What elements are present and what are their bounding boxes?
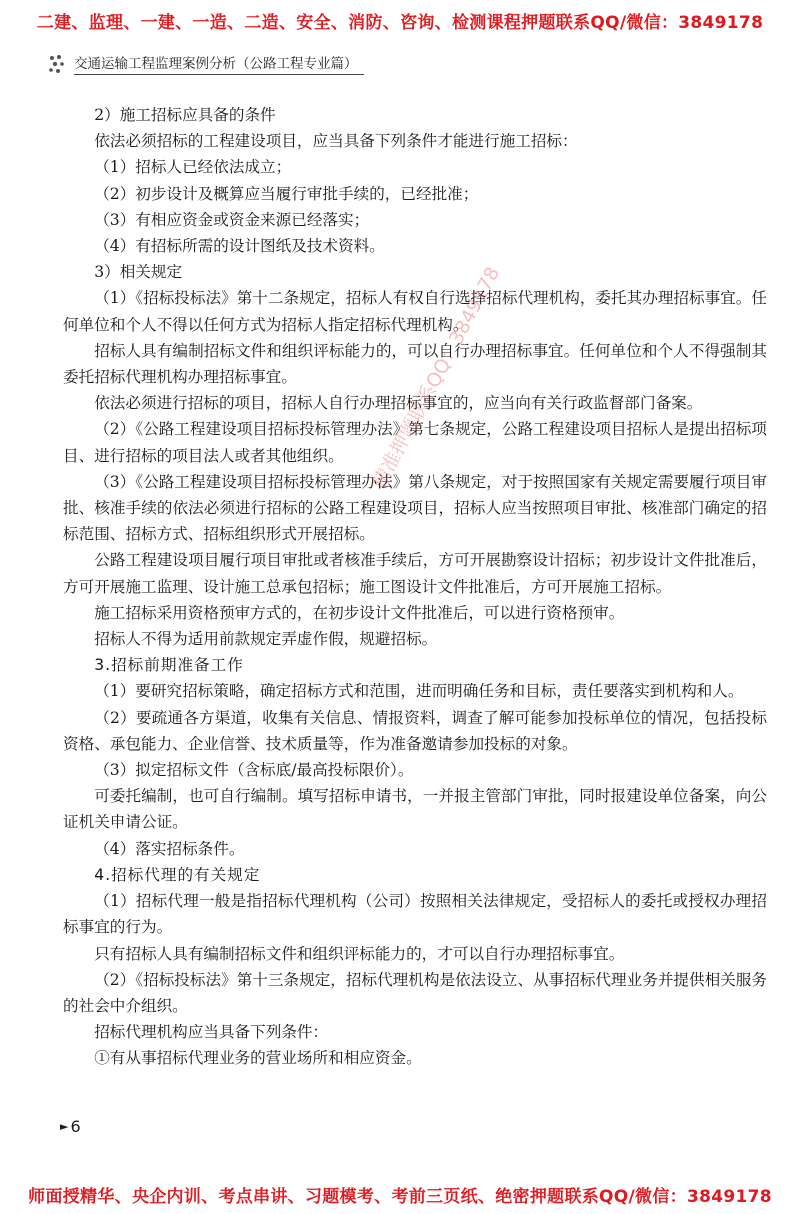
paragraph: （2）《招标投标法》第十三条规定，招标代理机构是依法设立、从事招标代理业务并提供相关服务的社会中介组织。 — [63, 970, 767, 1015]
bottom-banner: 师面授精华、央企内训、考点串讲、习题模考、考前三页纸、绝密押题联系QQ/微信：3849178 — [28, 1187, 772, 1207]
paragraph: 依法必须进行招标的项目，招标人自行办理招标事宜的，应当向有关行政监督部门备案。 — [94, 394, 703, 413]
section-heading: 3.招标前期准备工作 — [94, 656, 244, 675]
page-number-value: 6 — [70, 1117, 81, 1136]
paragraph: 可委托编制，也可自行编制。填写招标申请书，一并报主管部门审批，同时报建设单位备案，向公证机关申请公证。 — [63, 787, 767, 832]
paragraph: （1）《招标投标法》第十二条规定，招标人有权自行选择招标代理机构，委托其办理招标事宜。任何单位和个人不得以任何方式为招标人指定招标代理机构。 — [63, 289, 767, 334]
body-text — [63, 102, 767, 1072]
paragraph: 招标人不得为适用前款规定弄虚作假，规避招标。 — [94, 630, 438, 649]
page-marker-icon: ► — [60, 1120, 69, 1133]
running-header — [46, 52, 364, 75]
paragraph: 公路工程建设项目履行项目审批或者核准手续后，方可开展勘察设计招标；初步设计文件批准后，方可开展施工监理、设计施工总承包招标；施工图设计文件批准后，方可开展施工招标。 — [63, 551, 767, 596]
publisher-logo-icon — [46, 53, 70, 75]
paragraph: （4）落实招标条件。 — [94, 839, 245, 858]
paragraph: （3）有相应资金或资金来源已经落实； — [94, 210, 370, 229]
paragraph: （2）要疏通各方渠道，收集有关信息、情报资料，调查了解可能参加投标单位的情况，包括投标资格、承包能力、企业信誉、技术质量等，作为准备邀请参加投标的对象。 — [63, 708, 767, 753]
paragraph: （1）要研究招标策略，确定招标方式和范围，进而明确任务和目标，责任要落实到机构和人。 — [94, 682, 744, 701]
top-banner: 二建、监理、一建、一造、二造、安全、消防、咨询、检测课程押题联系QQ/微信：3849178 — [36, 13, 764, 33]
section-heading: 4.招标代理的有关规定 — [94, 865, 261, 884]
paragraph: （3）拟定招标文件（含标底/最高投标限价）。 — [94, 761, 414, 780]
paragraph: 招标代理机构应当具备下列条件： — [94, 1023, 329, 1042]
paragraph: 招标人具有编制招标文件和组织评标能力的，可以自行办理招标事宜。任何单位和个人不得强制其委托招标代理机构办理招标事宜。 — [63, 341, 767, 387]
paragraph: （1）招标代理一般是指招标代理机构（公司）按照相关法律规定，受招标人的委托或授权办理招标事宜的行为。 — [63, 892, 767, 937]
paragraph: 依法必须招标的工程建设项目，应当具备下列条件才能进行施工招标： — [94, 132, 578, 151]
paragraph: 3）相关规定 — [94, 263, 183, 282]
paragraph: 只有招标人具有编制招标文件和组织评标能力的，才可以自行办理招标事宜。 — [94, 944, 625, 963]
header-title: 交通运输工程监理案例分析（公路工程专业篇） — [74, 52, 364, 75]
paragraph: 2）施工招标应具备的条件 — [94, 106, 276, 124]
paragraph: （2）《公路工程建设项目招标投标管理办法》第七条规定，公路工程建设项目招标人是提出招标项目、进行招标的项目法人或者其他组织。 — [63, 420, 767, 465]
paragraph: 施工招标采用资格预审方式的，在初步设计文件批准后，可以进行资格预审。 — [94, 603, 625, 622]
paragraph: （3）《公路工程建设项目招标投标管理办法》第八条规定，对于按照国家有关规定需要履行项目审批、核准手续的依法必须进行招标的公路工程建设项目，招标人应当按照项目审批、核准部门确定的招标范围、招标方式、招标组织形式开展招标。 — [63, 472, 767, 544]
paragraph: （4）有招标所需的设计图纸及技术资料。 — [94, 237, 385, 256]
paragraph: ①有从事招标代理业务的营业场所和相应资金。 — [94, 1049, 422, 1068]
page-number — [60, 1117, 81, 1136]
paragraph: （1）招标人已经依法成立； — [94, 158, 292, 177]
watermark: 精准押题联系QQ：3849178 — [368, 263, 505, 493]
paragraph: （2）初步设计及概算应当履行审批手续的，已经批准； — [94, 184, 479, 203]
